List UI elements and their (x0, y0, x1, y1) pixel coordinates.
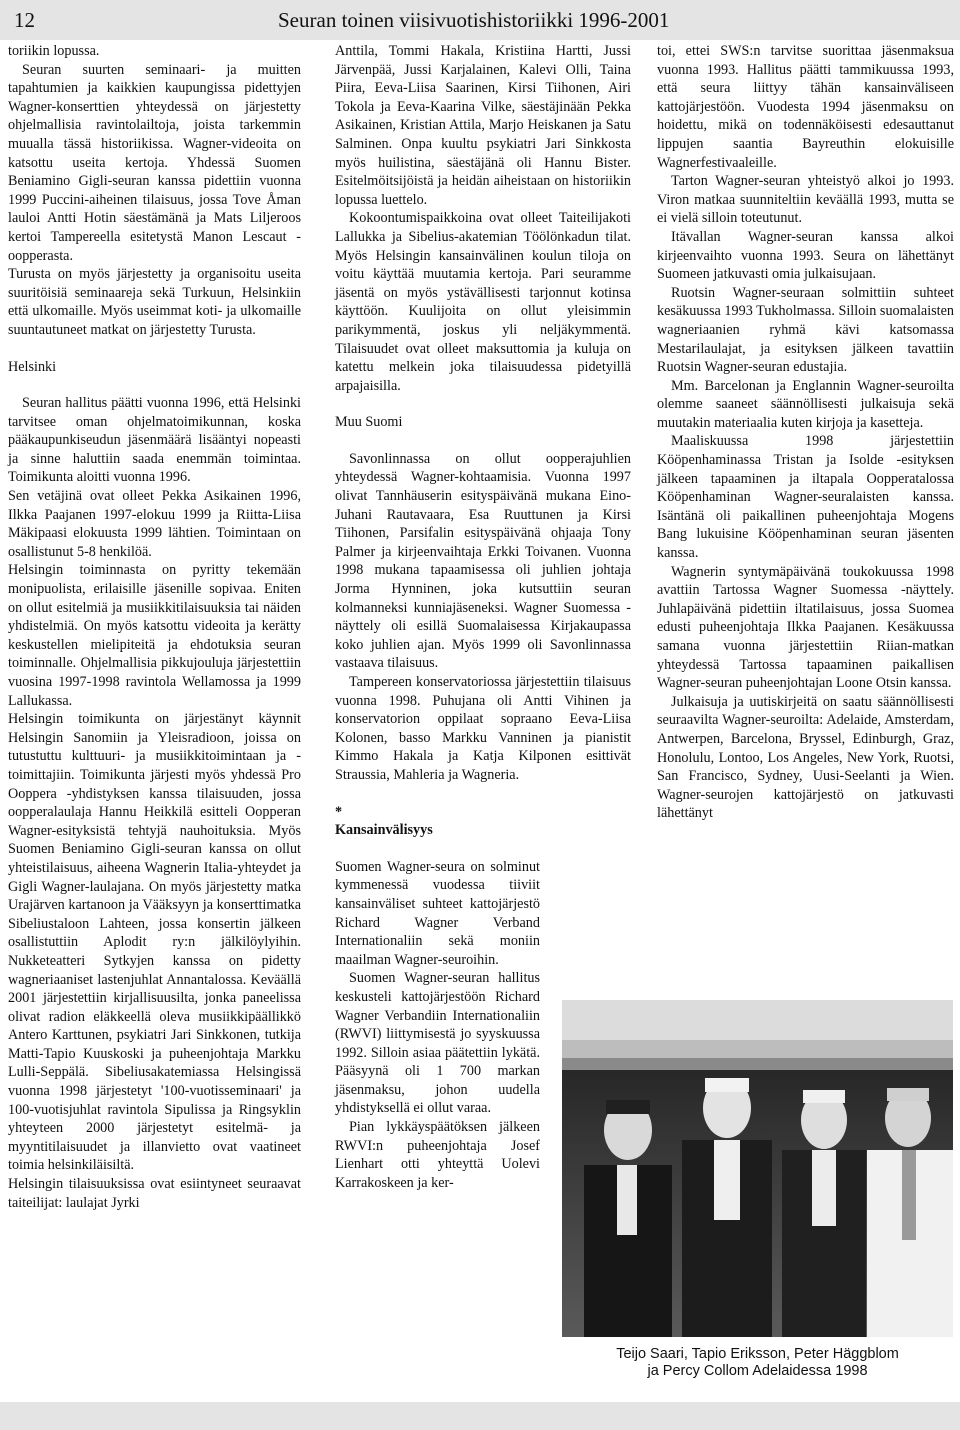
caption-line-1: Teijo Saari, Tapio Eriksson, Peter Häggblom (616, 1346, 899, 1362)
paragraph: Helsingin toimikunta on järjestänyt käynnit Helsingin Sanomiin ja Yleisradioon, joissa on tutustuttu kulttuuri- ja musiikkitoimintaan ja -toimittajiin. Toimikunta järjesti myös yhdessä Pro Ooppera -yhdistyksen kanssa tilaisuuden, jossa oopperalaulaja Hannu Heikkilä esitteli Oopperan Wagner-esityksistä tehtyjä nauhoituksia. Myös Suomen Beniamino Gigli-seuran kanssa on ollut yhteistilaisuus, aiheena Wagnerin Italia-yhteydet ja Gigli Wagner-laulajana. On myös järjestetty matka Urajärven kartanoon ja Vääksyyn ja konserttimatka Sibeliustaloon Lahteen, jossa konsertin jälkeen osallistuttiin Aplodit ry:n jälkilöylyihin. Nukketeatteri Sytkyjen kanssa on pidetty wagneriaaniset lastenjuhlat Annantalossa. Keväällä 2001 järjestettiin kirjallisuusilta, jonka paneelissa olivat radion eläkkeellä oleva musiikkipäällikkö Antero Karttunen, psykiatri Jari Sinkkonen, tutkija Matti-Tapio Kuuskoski ja puheenjohtaja Markku Lulli-Seppälä. Sibeliusakatemiassa Helsingissä vuonna 1998 järjestetyt '100-vuotisseminaari' ja 100-vuotisjuhlat ravintola Sipulissa ja Ringsyklin yhteyteen 2000 järjestetyt esitelmä- ja myyntitilaisuudet ja illanvietto ovat vaatineet toimia helsinkiläisiltä. (8, 711, 301, 1174)
paragraph: Sen vetäjinä ovat olleet Pekka Asikainen 1996, Ilkka Paajanen 1997-elokuu 1999 ja Riitta-Liisa Mäkipaasi elokuusta 1999 lähtien. Toimintaan on osallistunut 5-8 henkilöä. (8, 488, 301, 560)
paragraph: Seuran suurten seminaari- ja muitten tapahtumien ja kaikkien kaupungissa pidettyjen Wagner-konserttien yhteydessä on järjestetty ohjelmallisia ravintolailtoja, joista tarkemmin muualla tässä historiikissa. Wagner-videoita on katsottu useita kertoja. Yhdessä Suomen Beniamino Gigli-seuran kanssa pidettiin vuonna 1999 Puccini-aiheinen tilaisuus, jossa Tove Åman lauloi Antti Hotin säestämänä ja Mats Liljeroos kertoi Tampereella esitetystä Manon Lescaut -oopperasta. (8, 61, 301, 264)
section-heading-kansainvalisyys: Kansainvälisyys (335, 822, 433, 839)
page-header (0, 0, 960, 40)
column-3 (657, 42, 954, 823)
paragraph: Tampereen konservatoriossa järjestettiin tilaisuus vuonna 1998. Puhujana oli Antti Vihinen ja konservatorion oppilaat sopraano Eeva-Liisa Kolonen, basso Markku Vanninen ja pianistit Kimmo Hakala ja Katja Kilponen esittivät Straussia, Mahleria ja Wagneria. (335, 674, 631, 783)
paragraph: Pian lykkäyspäätöksen jälkeen RWVI:n puheenjohtaja Josef Lienhart otti yhteyttä Uolevi Karrakoskeen ja ker- (335, 1119, 540, 1191)
paragraph: Helsingin toiminnasta on pyritty tekemään monipuolista, erilaisille jäsenille sopivaa. Eniten on ollut esitelmiä ja musiikkitilaisuuksia tai näiden yhdistelmiä. On myös katsottu videoita ja kerätty keskustellen mielipiteitä ja ehdotuksia seuran toiminnalle. Ohjelmallisia pikkujouluja järjestettiin vuosina 1997-1998 ravintola Wellamossa ja 1999 Lallukassa. (8, 562, 301, 709)
photo-caption (562, 1346, 953, 1380)
running-title: Seuran toinen viisivuotishistoriikki 1996-2001 (278, 8, 670, 32)
paragraph: Seuran hallitus päätti vuonna 1996, että Helsinki tarvitsee oman ohjelmatoimikunnan, koska pääkaupunkiseudun jäsenmäärä lisääntyi nopeasti ja sinne haluttiin saada enemmän toimintaa. Toimikunta aloitti vuonna 1996. (8, 395, 301, 486)
paragraph: Ruotsin Wagner-seuraan solmittiin suhteet kesäkuussa 1993 Tukholmassa. Silloin suomalaisten wagneriaanien ryhmä kävi katsomassa Mestarilaulajat, ja esityksen jälkeen tavattiin Ruotsin Wagner-seuran edustajia. (657, 284, 954, 376)
paragraph: Wagnerin syntymäpäivänä toukokuussa 1998 avattiin Tartossa Wagner Suomessa -näyttely. Juhlapäivänä pidettiin iltatilaisuus, jossa Suomea edusti puheenjohtaja Ilkka Paajanen. Kesäkuussa samana vuonna järjestettiin Riian-matkan yhteydessä Tartossa tapaaminen paikallisen Wagner-seuran puheenjohtajan Loone Otsin kanssa. (657, 563, 954, 692)
paragraph: Itävallan Wagner-seuran kanssa alkoi kirjeenvaihto vuonna 1993. Seura on lähettänyt Suomeen jatkuvasti omia julkaisujaan. (657, 228, 954, 283)
paragraph: Turusta on myös järjestetty ja organisoitu useita suuritöisiä seminaareja sekä Turkuun, Helsinkiin että ulkomaille. Myös useimmat koti- ja ulkomaille suuntautuneet matkat on järjestetty Turusta. (8, 266, 301, 338)
paragraph: Maaliskuussa 1998 järjestettiin Kööpenhaminassa Tristan ja Isolde -esityksen jälkeen tapaaminen ja iltapala Oopperatalossa Kööpenhaminan Wagner-seuralaisten kanssa. Isäntänä oli paikallinen puheenjohtaja Mogens Bang lukuisine Kööpenhaminan seuran jäsenten kanssa. (657, 433, 954, 562)
page-footer-bar (0, 1402, 960, 1430)
column-1 (8, 42, 301, 1212)
paragraph: Suomen Wagner-seuran hallitus keskusteli kattojärjestöön Richard Wagner Verbandiin Internationaliin (RWVI) liittymisestä jo syyskuussa 1992. Silloin asiaa päätettiin lykätä. Pääsyynä oli 1 700 markan jäsenmaksu, johon uudella yhdistyksellä ei ollut varaa. (335, 970, 540, 1117)
group-photo-image (562, 1000, 953, 1337)
section-separator: * (335, 803, 343, 820)
section-heading-helsinki: Helsinki (8, 358, 57, 375)
paragraph: Kokoontumispaikkoina ovat olleet Taiteilijakoti Lallukka ja Sibelius-akatemian Töölönkadun tilat. Myös Helsingin kansainvälinen koulun tiloja on voitu käyttää muutamia kertoja. Pari seuramme jäsentä on myös ystävällisesti tarjonnut kotinsa käyttöön. Kuulijoita on ollut yleisimmin parikymmentä, joskus yli neljäkymmentä. Tilaisuudet ovat olleet maksuttomia ja kuluja on katettu melkein joka tilaisuudessa pidetyillä arpajaisilla. (335, 210, 631, 394)
page-number: 12 (14, 8, 35, 32)
paragraph: toriikin lopussa. (8, 43, 100, 59)
paragraph: Helsingin tilaisuuksissa ovat esiintyneet seuraavat taiteilijat: laulajat Jyrki (8, 1176, 301, 1211)
caption-line-2: ja Percy Collom Adelaidessa 1998 (647, 1363, 868, 1379)
section-heading-muu-suomi: Muu Suomi (335, 414, 403, 431)
paragraph: Suomen Wagner-seura on solminut kymmenessä vuodessa tiiviit kansainväliset suhteet kattojärjestö Richard Wagner Verband Internationaliin sekä moniin maailman Wagner-seuroihin. (335, 858, 540, 968)
paragraph: Julkaisuja ja uutiskirjeitä on saatu säännöllisesti seuraavilta Wagner-seuroilta: Adelaide, Amsterdam, Antwerpen, Barcelona, Bryssel, Edinburgh, Graz, Honolulu, Lontoo, Los Angeles, New York, Ruotsi, San Francisco, Sydney, Uusi-Seelanti ja Wien. Wagner-seurojen kattojärjestö on jatkuvasti lähettänyt (657, 693, 954, 822)
group-photo (562, 1000, 953, 1337)
paragraph: Savonlinnassa on ollut oopperajuhlien yhteydessä Wagner-kohtaamisia. Vuonna 1997 olivat Tannhäuserin esityspäivänä mukana Eino-Juhani Rautavaara, Esa Ruuttunen ja Kirsi Tiihonen, Parsifalin esityspäivänä ohjaaja Tony Palmer ja kirjeenvaihtaja Erkki Toivanen. Vuonna 1998 mukana tapaamisessa oli juhlien johtaja Jorma Hynninen, joka kutsuttiin seuran kolmanneksi kunniajäseneksi. Wagner Suomessa -näyttely oli esillä Suomalaisessa Kirjakaupassa koko juhlien ajan. Myös 1999 oli Savonlinnassa vastaava tilaisuus. (335, 450, 631, 672)
paragraph: Anttila, Tommi Hakala, Kristiina Hartti, Jussi Järvenpää, Jussi Karjalainen, Kalevi Olli, Taina Piira, Eeva-Liisa Saarinen, Kirsi Tiihonen, Airi Tokola ja Eeva-Kaarina Vilke, säestäjinään Pekka Asikainen, Kristian Attila, Marjo Heiskanen ja Satu Salminen. Onpa kuultu psykiatri Jari Sinkkosta myös huilistina, säestäjänä oli Hannu Bister. Esitelmöitsijöistä ja heidän aiheistaan on historiikin lopussa luettelo. (335, 43, 631, 208)
paragraph: Mm. Barcelonan ja Englannin Wagner-seuroilta olemme saaneet säännöllisesti julkaisuja sekä muutakin materiaalia kuten kirjoja ja kasetteja. (657, 377, 954, 431)
paragraph: Tarton Wagner-seuran yhteistyö alkoi jo 1993. Viron matkaa suunniteltiin keväällä 1993, mutta se ei vielä silloin toteutunut. (657, 173, 954, 227)
paragraph: toi, ettei SWS:n tarvitse suorittaa jäsenmaksua vuonna 1993. Hallitus päätti tammikuussa 1993, että seura liittyy tähän kansainväliseen kattojärjestöön. Vuodesta 1994 jäsenmaksu on hoidettu, mikä on todennäköisesti edesauttanut lippujen saantia Bayreuthin elokuisille Wagnerfestivaaleille. (657, 43, 954, 171)
